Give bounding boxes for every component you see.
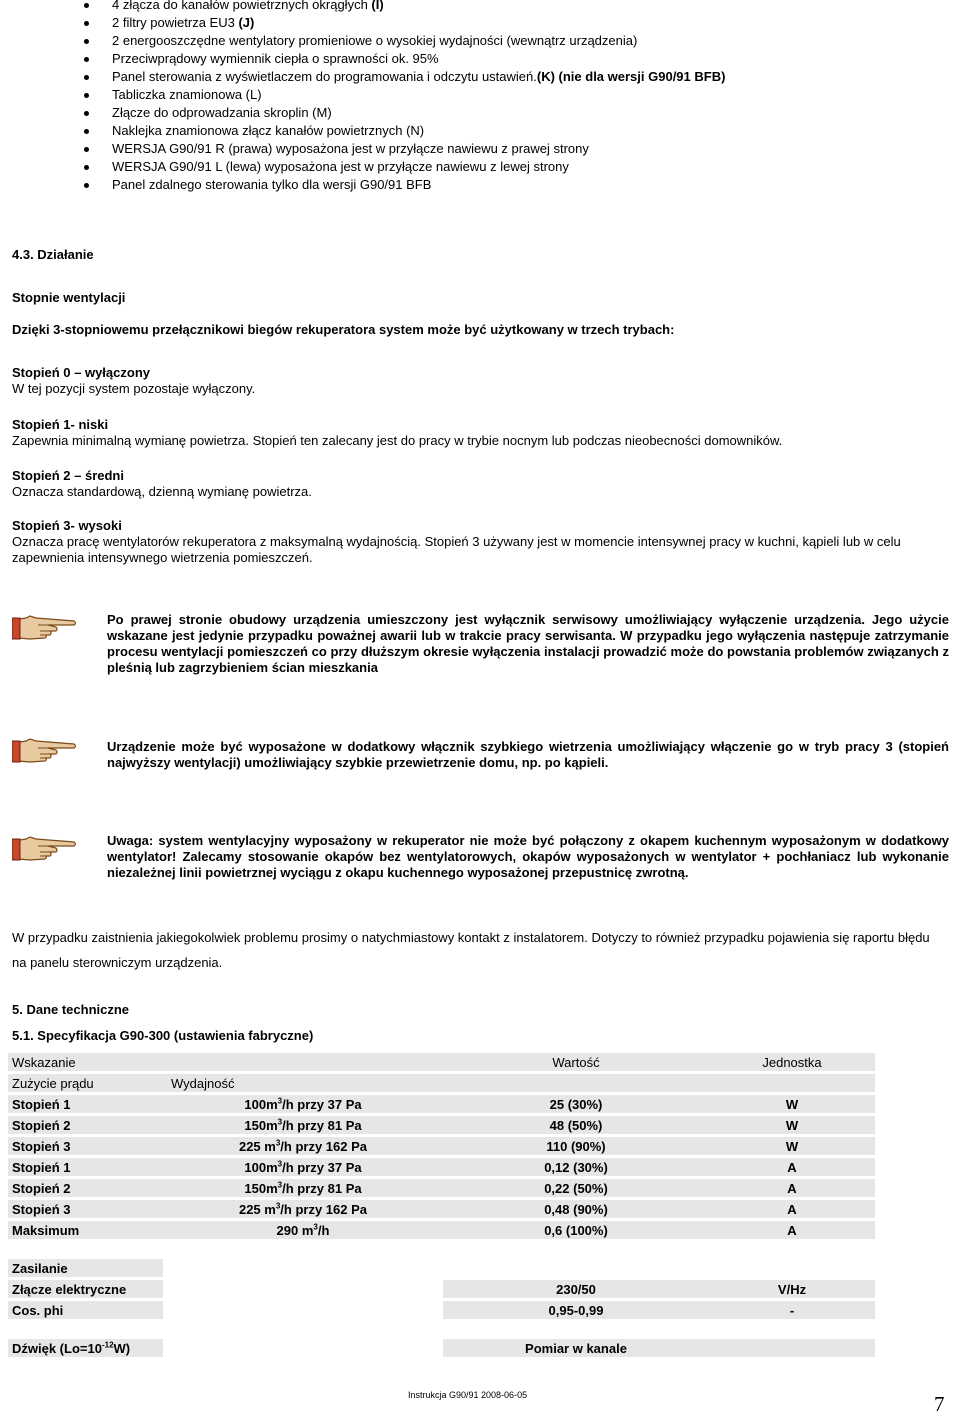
row-unit: V/Hz <box>709 1280 875 1298</box>
subheader-cell: Zużycie prądu <box>8 1074 163 1092</box>
subheader-cell <box>443 1074 709 1092</box>
row-label: Stopień 3 <box>8 1137 163 1155</box>
table-row <box>8 1200 875 1218</box>
level-0 <box>12 365 952 397</box>
row-flow: 225 $m^3/h$ przy 162 Pa <box>163 1200 443 1218</box>
section-heading-5-1: 5.1. Specyfikacja G90-300 (ustawienia fabryczne) <box>12 1028 314 1043</box>
row-value: 48 (50%) <box>443 1116 709 1134</box>
table-header-row <box>8 1053 875 1071</box>
list-item: 4 złącza do kanałów powietrznych okrągłych (I) <box>80 0 940 14</box>
table-row <box>8 1259 875 1277</box>
spacer-row <box>8 1242 875 1256</box>
bullet-icon <box>84 129 89 134</box>
level-0-title: Stopień 0 – wyłączony <box>12 365 150 380</box>
row-flow: $150m^3/h$ przy 81 Pa <box>163 1179 443 1197</box>
row-label: Stopień 3 <box>8 1200 163 1218</box>
table-subheader-row <box>8 1074 875 1092</box>
row-value: 0,6 (100%) <box>443 1221 709 1239</box>
list-item: Złącze do odprowadzania skroplin (M) <box>80 104 940 122</box>
footer-text: Instrukcja G90/91 2008-06-05 <box>408 1390 528 1400</box>
spacer-row <box>8 1322 875 1336</box>
header-cell: Jednostka <box>709 1053 875 1071</box>
row-label: Złącze elektryczne <box>8 1280 163 1298</box>
row-value: 0,48 (90%) <box>443 1200 709 1218</box>
pointing-hand-icon <box>12 833 78 863</box>
table-row <box>8 1116 875 1134</box>
bullet-icon <box>84 165 89 170</box>
row-label: Zasilanie <box>8 1259 163 1277</box>
feature-list <box>80 0 940 194</box>
row-unit: A <box>709 1200 875 1218</box>
row-label: Dźwięk $(Lo=10^{-12}W)$ <box>8 1339 163 1357</box>
bullet-icon <box>84 93 89 98</box>
note-service-switch: Po prawej stronie obudowy urządzenia umieszczony jest wyłącznik serwisowy umożliwiający wyłączenie urządzenia. Jego użycie wskazane jest jedynie przypadku poważnej awarii lub w trakcie pracy serwisanta. W przypadku jego wyłączenia następuje zatrzymanie procesu wentylacji pomieszczeń co przy dłuższym okresie wyłączenia instalacji prowadzić może do powstania problemów związanych z pleśnią lub zagrzybieniem ścian mieszkania <box>107 612 949 675</box>
contact-text: W przypadku zaistnienia jakiegokolwiek problemu prosimy o natychmiastowy kontakt z instalatorem. Dotyczy to również przypadku pojawienia się raportu błędu na panelu sterowniczym urządzenia. <box>12 930 930 970</box>
section-heading-4-3: 4.3. Działanie <box>12 247 94 262</box>
row-value: 110 (90%) <box>443 1137 709 1155</box>
row-label: Stopień 2 <box>8 1179 163 1197</box>
table-row <box>8 1339 875 1357</box>
level-3-title: Stopień 3- wysoki <box>12 518 122 533</box>
table-row <box>8 1179 875 1197</box>
table-row <box>8 1301 875 1319</box>
subheader-cell: Wydajność <box>163 1074 443 1092</box>
header-cell: Wartość <box>443 1053 709 1071</box>
row-label: Stopień 1 <box>8 1095 163 1113</box>
list-item: 2 filtry powietrza EU3 (J) <box>80 14 940 32</box>
row-flow: $100m^3/h$ przy 37 Pa <box>163 1158 443 1176</box>
list-item: Tabliczka znamionowa (L) <box>80 86 940 104</box>
header-cell <box>163 1053 443 1071</box>
level-2 <box>12 468 952 500</box>
level-1-title: Stopień 1- niski <box>12 417 109 432</box>
page-number: 7 <box>934 1392 945 1416</box>
level-0-text: W tej pozycji system pozostaje wyłączony. <box>12 381 256 396</box>
row-unit: - <box>709 1301 875 1319</box>
pointing-hand-icon <box>12 735 78 765</box>
list-item: WERSJA G90/91 L (lewa) wyposażona jest w przyłącze nawiewu z lewej strony <box>80 158 940 176</box>
row-flow: $100m^3/h$ przy 37 Pa <box>163 1095 443 1113</box>
list-item: 2 energooszczędne wentylatory promieniowe o wysokiej wydajności (wewnątrz urządzenia) <box>80 32 940 50</box>
section-heading-5: 5. Dane techniczne <box>12 1002 130 1017</box>
row-unit: A <box>709 1179 875 1197</box>
row-value: 230/50 <box>443 1280 709 1298</box>
note-boost-switch: Urządzenie może być wyposażone w dodatkowy włącznik szybkiego wietrzenia umożliwiający włączenie go w tryb pracy 3 (stopień najwyższy wentylacji) umożliwiający szybkie przewietrzenie domu, np. po kąpieli. <box>107 739 949 770</box>
header-cell: Wskazanie <box>8 1053 163 1071</box>
table-row <box>8 1158 875 1176</box>
spec-table <box>8 1050 875 1360</box>
subheader-cell <box>709 1074 875 1092</box>
list-item: Panel zdalnego sterowania tylko dla wersji G90/91 BFB <box>80 176 940 194</box>
bullet-icon <box>84 75 89 80</box>
row-flow: 290 $m^3/h$ <box>163 1221 443 1239</box>
row-flow: 225 $m^3/h$ przy 162 Pa <box>163 1137 443 1155</box>
bullet-icon <box>84 111 89 116</box>
pointing-hand-icon <box>12 612 78 642</box>
list-item: Naklejka znamionowa złącz kanałów powietrznych (N) <box>80 122 940 140</box>
level-2-text: Oznacza standardową, dzienną wymianę powietrza. <box>12 484 312 499</box>
row-label: Maksimum <box>8 1221 163 1239</box>
row-unit: W <box>709 1137 875 1155</box>
row-value: 0,22 (50%) <box>443 1179 709 1197</box>
row-value: 0,95-0,99 <box>443 1301 709 1319</box>
list-item: Panel sterowania z wyświetlaczem do programowania i odczytu ustawień.(K) (nie dla wersji G90/91 BFB) <box>80 68 940 86</box>
table-row <box>8 1095 875 1113</box>
subsection-heading: Stopnie wentylacji <box>12 290 126 305</box>
level-1 <box>12 417 952 449</box>
bullet-icon <box>84 21 89 26</box>
row-label: Stopień 2 <box>8 1116 163 1134</box>
table-row <box>8 1280 875 1298</box>
row-unit: A <box>709 1158 875 1176</box>
list-item: Przeciwprądowy wymiennik ciepła o sprawności ok. 95% <box>80 50 940 68</box>
intro-text: Dzięki 3-stopniowemu przełącznikowi biegów rekuperatora system może być użytkowany w trzech trybach: <box>12 322 675 337</box>
bullet-icon <box>84 147 89 152</box>
level-2-title: Stopień 2 – średni <box>12 468 124 483</box>
row-unit: A <box>709 1221 875 1239</box>
row-value: 25 (30%) <box>443 1095 709 1113</box>
level-1-text: Zapewnia minimalną wymianę powietrza. Stopień ten zalecany jest do pracy w trybie nocnym lub podczas nieobecności domowników. <box>12 433 783 448</box>
row-unit: W <box>709 1095 875 1113</box>
level-3-text: Oznacza pracę wentylatorów rekuperatora z maksymalną wydajnością. Stopień 3 używany jest w momencie intensywnej pracy w kuchni, kąpieli lub w celu zapewnienia intensywnego wietrzenia pomieszczeń. <box>12 534 901 565</box>
list-item: WERSJA G90/91 R (prawa) wyposażona jest w przyłącze nawiewu z prawej strony <box>80 140 940 158</box>
bullet-icon <box>84 39 89 44</box>
note-kitchen-hood: Uwaga: system wentylacyjny wyposażony w rekuperator nie może być połączony z okapem kuchennym wyposażonym w dodatkowy wentylator! Zalecamy stosowanie okapów bez wentylatorowych, okapów wyposażonych w wentylator + pochłaniacz lub wykonanie niezależnej linii powietrznej wyciągu z okapu kuchennego wyposażonej przepustnicę zwrotną. <box>107 833 949 880</box>
table-row <box>8 1221 875 1239</box>
bullet-icon <box>84 183 89 188</box>
table-row <box>8 1137 875 1155</box>
bullet-icon <box>84 3 89 8</box>
bullet-icon <box>84 57 89 62</box>
row-value: 0,12 (30%) <box>443 1158 709 1176</box>
row-label: Cos. phi <box>8 1301 163 1319</box>
row-unit: W <box>709 1116 875 1134</box>
level-3 <box>12 518 952 566</box>
row-flow: $150m^3/h$ przy 81 Pa <box>163 1116 443 1134</box>
row-label: Stopień 1 <box>8 1158 163 1176</box>
row-value: Pomiar w kanale <box>443 1339 709 1357</box>
